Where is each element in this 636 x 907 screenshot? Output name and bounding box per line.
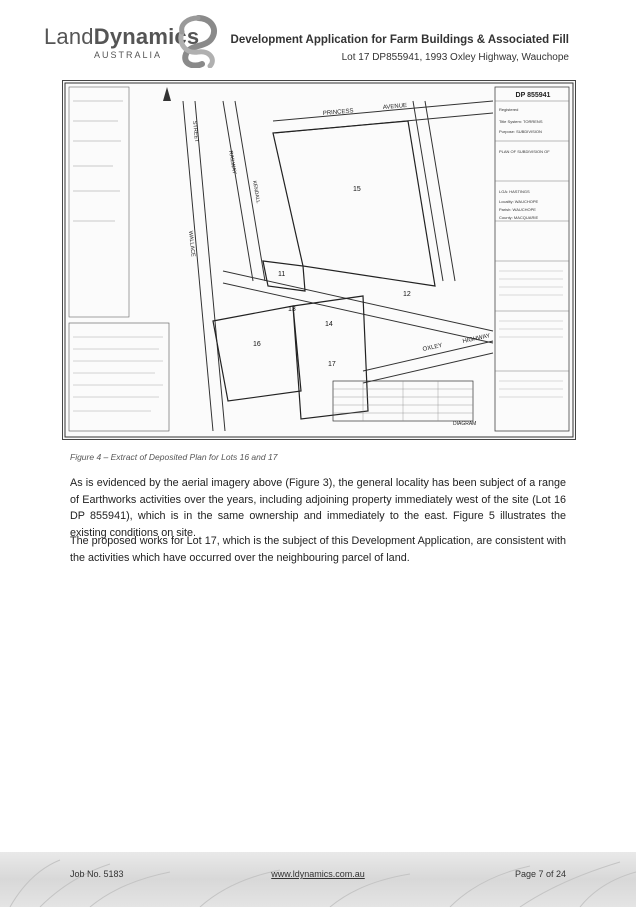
footer-page-number: Page 7 of 24 <box>514 869 566 879</box>
document-title: Development Application for Farm Buildings & Associated Fill <box>230 34 569 46</box>
plan-diagram-label: DIAGRAM <box>453 421 477 427</box>
plan-street-avenue: AVENUE <box>382 102 408 111</box>
footer-job-number: Job No. 5183 <box>70 869 124 879</box>
plan-street-oxley: OXLEY <box>422 342 443 353</box>
deposited-plan-figure <box>62 80 576 440</box>
plan-lot-number: 15 <box>353 186 361 193</box>
plan-sidebar-line: Locality: WAUCHOPE <box>499 199 539 204</box>
logo-word-dynamics: Dynamics <box>93 24 200 49</box>
plan-lot-number: 13 <box>288 306 296 313</box>
body-paragraph: The proposed works for Lot 17, which is the subject of this Development Application, are consistent with the activities which have occurred over the neighbouring parcel of land. <box>70 535 566 564</box>
body-paragraph: As is evidenced by the aerial imagery above (Figure 3), the general locality has been subject of a range of Earthworks activities over the years, including adjoining property immediately west of the site (Lot 16 DP 855941), which is in the same ownership and immediately to the east. Figure 5 illustrates the existing conditions on site. <box>70 477 566 539</box>
plan-dp-number: DP 855941 <box>515 92 551 99</box>
plan-street-highway: HIGHWAY <box>462 333 491 345</box>
company-logo <box>44 14 224 70</box>
grass-background-icon <box>0 852 636 907</box>
plan-lot-number: 12 <box>403 291 411 298</box>
plan-sidebar-line: LGA: HASTINGS <box>499 189 530 194</box>
figure-caption: Figure 4 – Extract of Deposited Plan for Lots 16 and 17 <box>70 452 278 462</box>
plan-sidebar-line: Purpose: SUBDIVISION <box>499 129 542 134</box>
page-footer <box>0 852 636 907</box>
plan-lot-number: 16 <box>253 341 261 348</box>
footer-website-link[interactable]: www.ldynamics.com.au <box>271 869 365 879</box>
plan-lot-number: 14 <box>325 321 333 328</box>
document-subtitle: Lot 17 DP855941, 1993 Oxley Highway, Wauchope <box>341 52 569 63</box>
plan-sidebar-line: County: MACQUARIE <box>499 215 539 220</box>
plan-street-railway: RAILWAY <box>227 150 238 175</box>
plan-sidebar-line: Parish: WAUCHOPE <box>499 207 536 212</box>
logo-country: AUSTRALIA <box>94 50 163 60</box>
deposited-plan-drawing <box>63 81 575 439</box>
plan-sidebar-line: Registered <box>499 107 519 112</box>
plan-sidebar-line: PLAN OF SUBDIVISION OF <box>499 149 550 154</box>
knot-logo-icon <box>172 14 224 68</box>
plan-lot-number: 17 <box>328 361 336 368</box>
plan-lot-number: 11 <box>278 271 286 278</box>
plan-street-kendall: KENDALL <box>251 180 261 204</box>
plan-street-wallace: WALLACE <box>187 230 196 258</box>
plan-sidebar-line: Title System: TORRENS <box>499 119 543 124</box>
logo-word-land: Land <box>44 24 94 49</box>
plan-street-street: STREET <box>191 120 200 143</box>
plan-street-princess: PRINCESS <box>322 108 354 117</box>
